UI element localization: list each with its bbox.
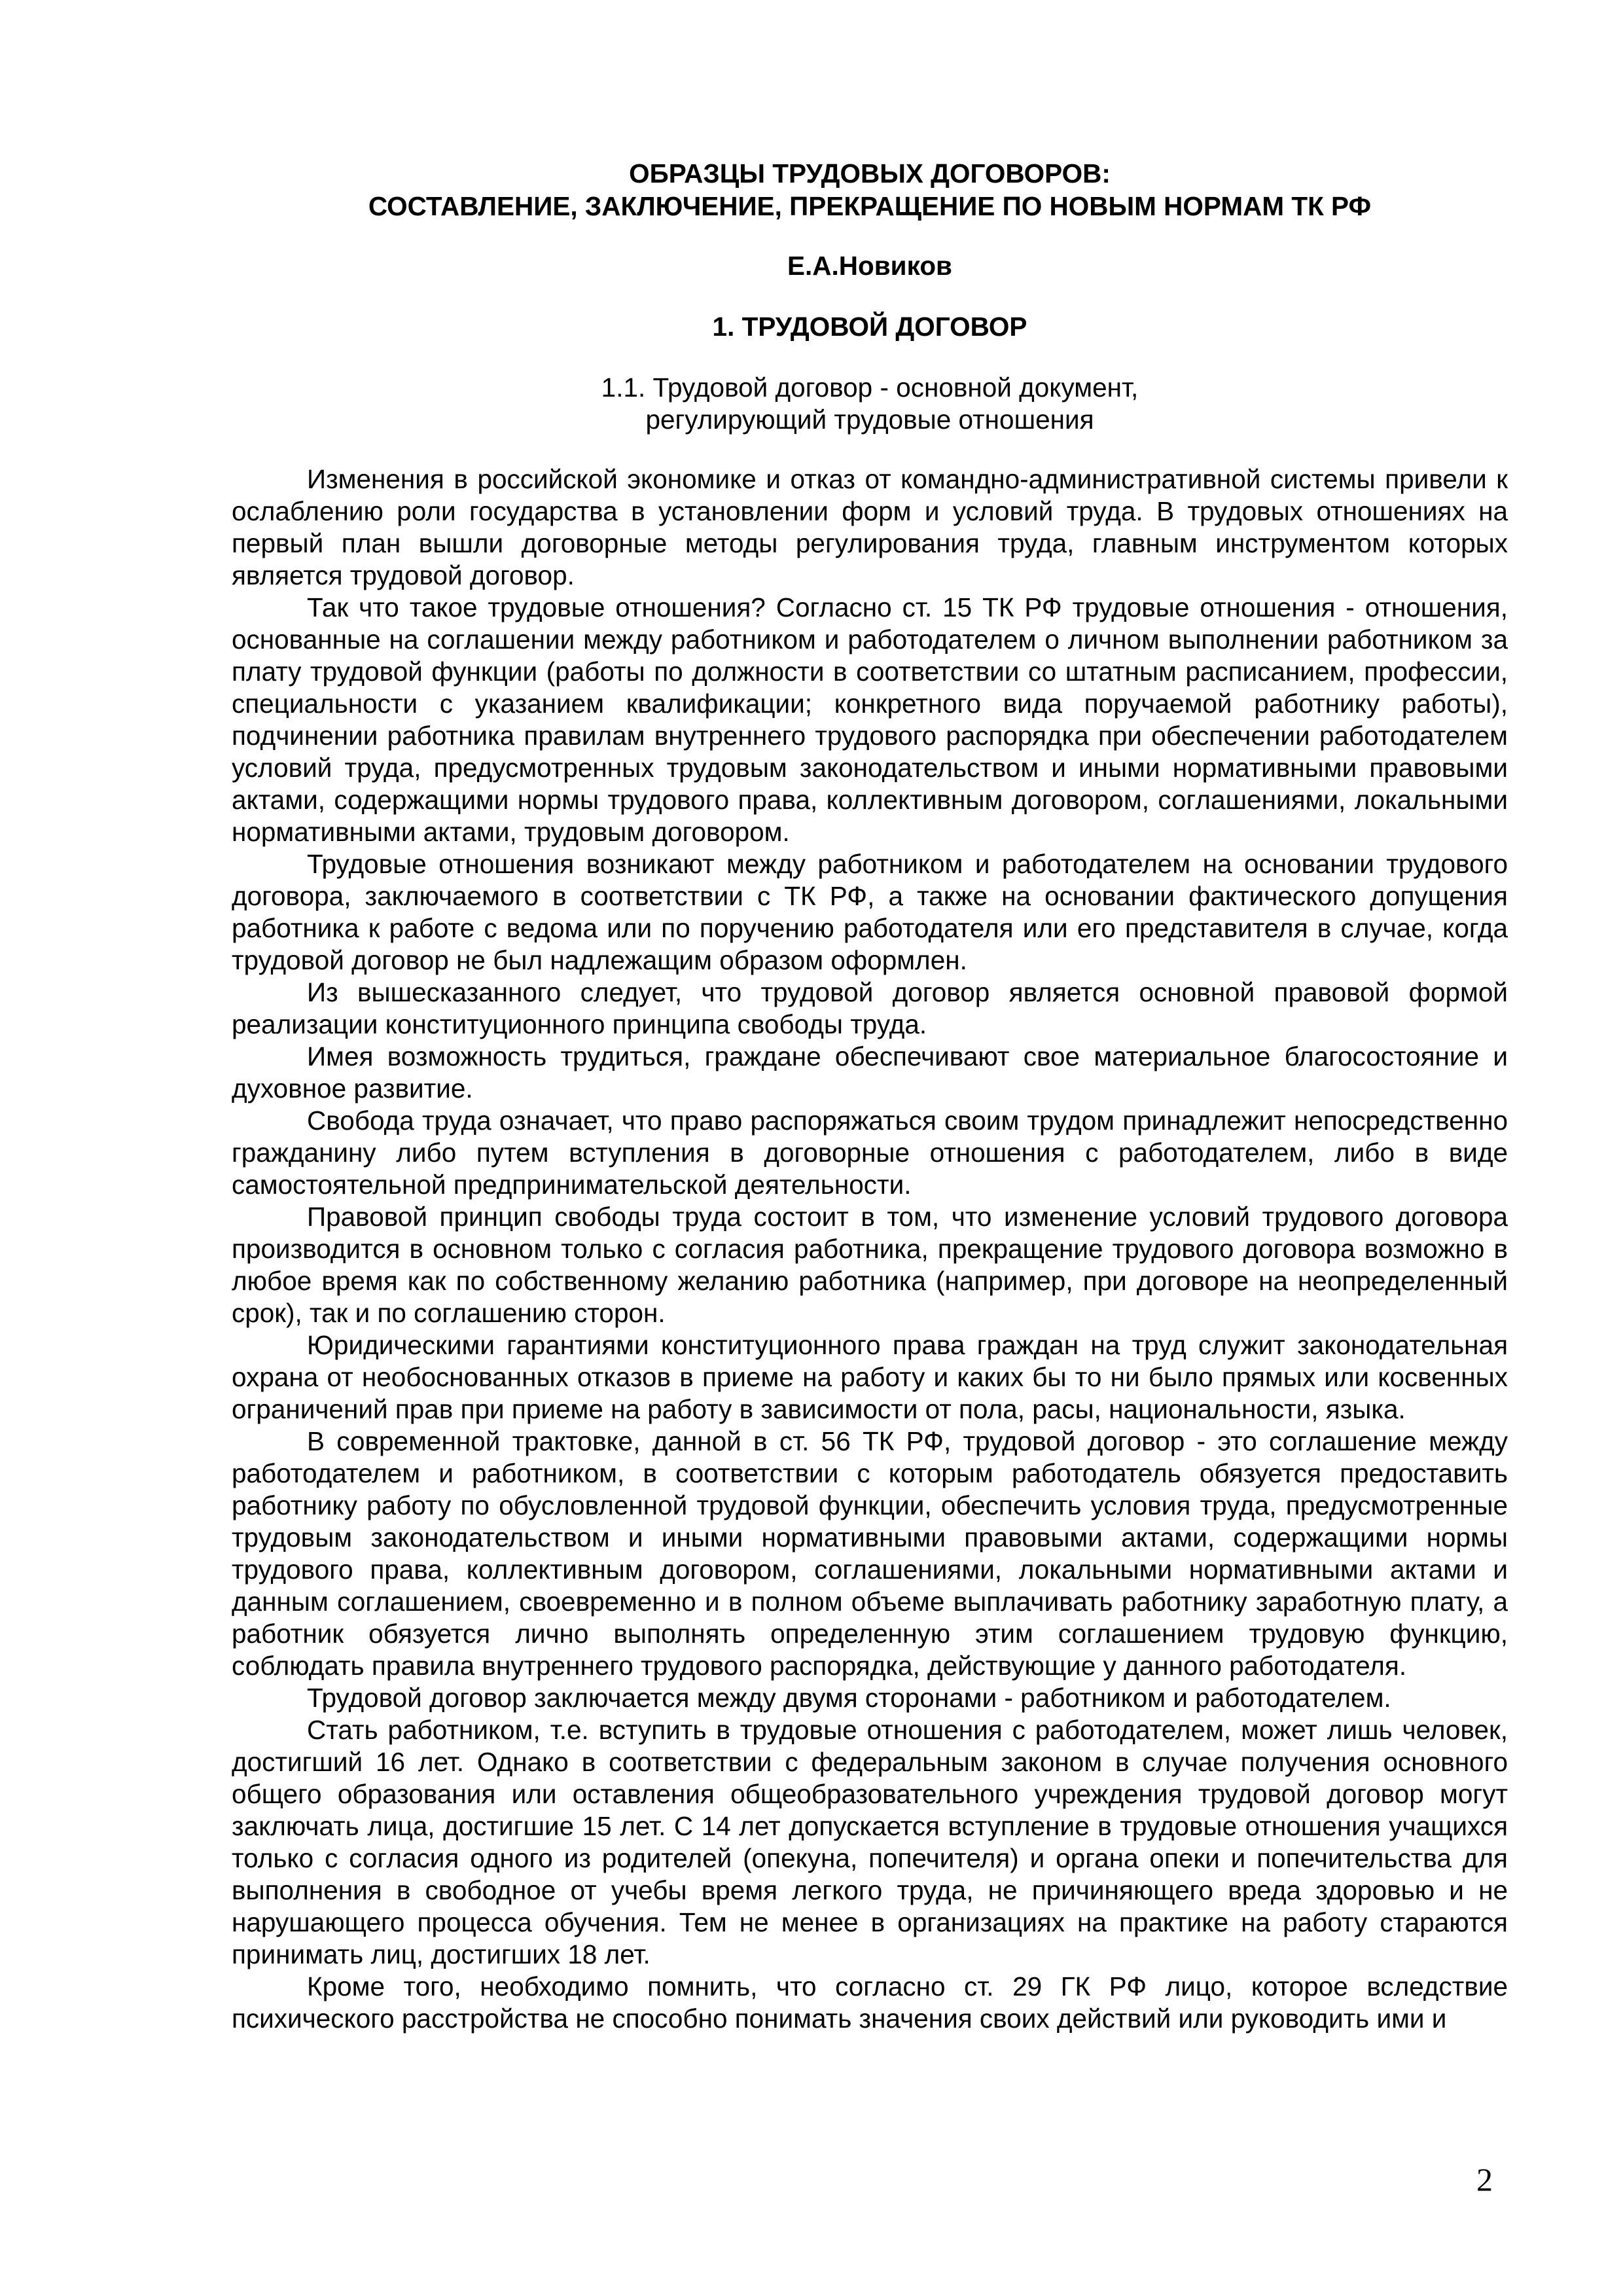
- document-page: [232, 157, 1508, 2035]
- paragraph: Трудовые отношения возникают между работником и работодателем на основании трудового договора, заключаемого в соответствии с ТК РФ, а также на основании фактического допущения работника к работе с ведома или по поручению работодателя или его представителя в случае, когда трудовой договор не был надлежащим образом оформлен.: [232, 849, 1508, 975]
- paragraph: Правовой принцип свободы труда состоит в том, что изменение условий трудового договора производится в основном только с согласия работника, прекращение трудового договора возможно в любое время как по собственному желанию работника (например, при договоре на неопределенный срок), так и по соглашению сторон.: [232, 1202, 1508, 1328]
- paragraph: Изменения в российской экономике и отказ от командно-административной системы привели к ослаблению роли государства в установлении форм и условий труда. В трудовых отношениях на первый план вышли договорные методы регулирования труда, главным инструментом которых является трудовой договор.: [232, 464, 1508, 590]
- document-title: [232, 157, 1508, 223]
- subsection-heading-line-2: регулирующий трудовые отношения: [645, 404, 1094, 435]
- paragraph: В современной трактовке, данной в ст. 56 ТК РФ, трудовой договор - это соглашение между работодателем и работником, в соответствии с которым работодатель обязуется предоставить работнику работу по обусловленной трудовой функции, обеспечить условия труда, предусмотренные трудовым законодательством и иными нормативными правовыми актами, содержащими нормы трудового права, коллективным договором, соглашениями, локальными нормативными актами и данным соглашением, своевременно и в полном объеме выплачивать работнику заработную плату, а работник обязуется лично выполнять определенную этим соглашением трудовую функцию, соблюдать правила внутреннего трудового распорядка, действующие у данного работодателя.: [232, 1426, 1508, 1681]
- document-title-line-2: СОСТАВЛЕНИЕ, ЗАКЛЮЧЕНИЕ, ПРЕКРАЩЕНИЕ ПО НОВЫМ НОРМАМ ТК РФ: [368, 191, 1372, 221]
- paragraph: Имея возможность трудиться, граждане обеспечивают свое материальное благосостояние и духовное развитие.: [232, 1041, 1508, 1103]
- body-text: [232, 463, 1508, 2035]
- paragraph: Свобода труда означает, что право распоряжаться своим трудом принадлежит непосредственно гражданину либо путем вступления в договорные отношения с работодателем, либо в виде самостоятельной предпринимательской деятельности.: [232, 1105, 1508, 1200]
- subsection-heading-line-1: 1.1. Трудовой договор - основной документ,: [601, 372, 1139, 403]
- page-number: 2: [1476, 2161, 1493, 2198]
- paragraph: Кроме того, необходимо помнить, что согласно ст. 29 ГК РФ лицо, которое вследствие психического расстройства не способно понимать значения своих действий или руководить ими и: [232, 1971, 1508, 2034]
- paragraph: Из вышесказанного следует, что трудовой договор является основной правовой формой реализации конституционного принципа свободы труда.: [232, 977, 1508, 1039]
- chapter-heading: 1. ТРУДОВОЙ ДОГОВОР: [712, 312, 1027, 342]
- author-name: Е.А.Новиков: [787, 251, 952, 281]
- document-title-line-1: ОБРАЗЦЫ ТРУДОВЫХ ДОГОВОРОВ:: [629, 158, 1111, 188]
- subsection-heading: [232, 372, 1508, 436]
- paragraph: Трудовой договор заключается между двумя сторонами - работником и работодателем.: [307, 1683, 1391, 1713]
- paragraph: Юридическими гарантиями конституционного права граждан на труд служит законодательная охрана от необоснованных отказов в приеме на работу и каких бы то ни было прямых или косвенных ограничений прав при приеме на работу в зависимости от пола, расы, национальности, языка.: [232, 1330, 1508, 1424]
- paragraph: Стать работником, т.е. вступить в трудовые отношения с работодателем, может лишь человек, достигший 16 лет. Однако в соответствии с федеральным законом в случае получения основного общего образования или оставления общеобразовательного учреждения трудовой договор могут заключать лица, достигшие 15 лет. С 14 лет допускается вступление в трудовые отношения учащихся только с согласия одного из родителей (опекуна, попечителя) и органа опеки и попечительства для выполнения в свободное от учебы время легкого труда, не причиняющего вреда здоровью и не нарушающего процесса обучения. Тем не менее в организациях на практике на работу стараются принимать лиц, достигших 18 лет.: [232, 1715, 1508, 1969]
- paragraph: Так что такое трудовые отношения? Согласно ст. 15 ТК РФ трудовые отношения - отношения, основанные на соглашении между работником и работодателем о личном выполнении работником за плату трудовой функции (работы по должности в соответствии со штатным расписанием, профессии, специальности с указанием квалификации; конкретного вида поручаемой работнику работы), подчинении работника правилам внутреннего трудового распорядка при обеспечении работодателем условий труда, предусмотренных трудовым законодательством и иными нормативными правовыми актами, содержащими нормы трудового права, коллективным договором, соглашениями, локальными нормативными актами, трудовым договором.: [232, 592, 1508, 847]
